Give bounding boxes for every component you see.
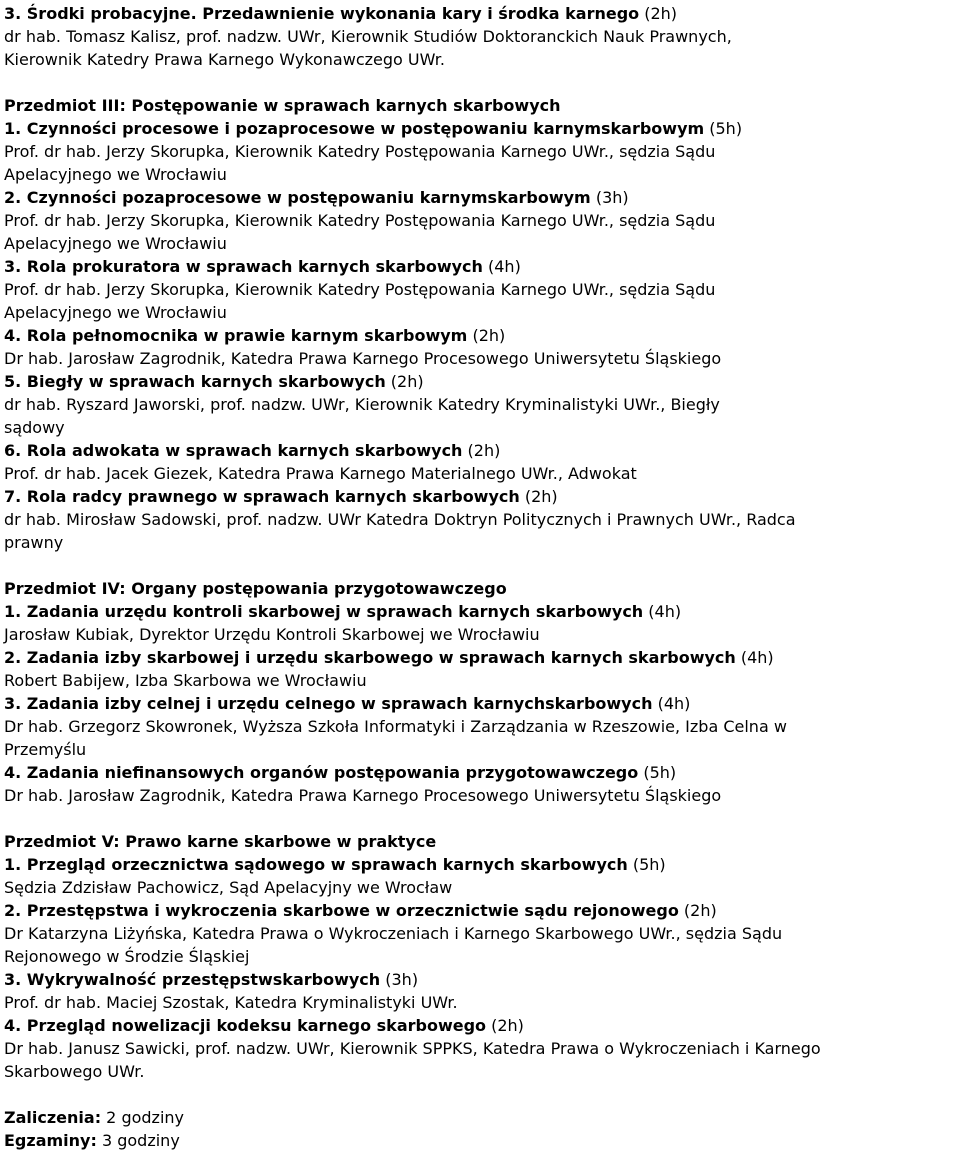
lecturer-line: Skarbowego UWr. [4, 1062, 145, 1081]
topic-hours: (2h) [462, 441, 501, 460]
exams-value: 3 godziny [96, 1131, 180, 1150]
topic-title: 3. Środki probacyjne. Przedawnienie wykonania kary i środka karnego [4, 4, 640, 23]
topic-heading [4, 968, 960, 991]
lecturer-line: Prof. dr hab. Jerzy Skorupka, Kierownik Katedry Postępowania Karnego UWr., sędzia Sądu [4, 211, 716, 230]
topic-title: 2. Czynności pozaprocesowe w postępowaniu karnymskarbowym [4, 188, 591, 207]
topic-heading [4, 439, 960, 462]
exams-label: Egzaminy: [4, 1131, 97, 1150]
lecturer-line: Przemyślu [4, 740, 87, 759]
topic-title: 5. Biegły w sprawach karnych skarbowych [4, 372, 386, 391]
topic-heading [4, 485, 960, 508]
lecturer-line: Dr Katarzyna Liżyńska, Katedra Prawa o Wykroczeniach i Karnego Skarbowego UWr., sędzia Sądu [4, 924, 783, 943]
spacer [4, 807, 960, 830]
topic-heading [4, 370, 960, 393]
topic-hours: (5h) [627, 855, 666, 874]
topic-hours: (3h) [590, 188, 629, 207]
topic-heading [4, 186, 960, 209]
topic-title: 4. Rola pełnomocnika w prawie karnym skarbowym [4, 326, 468, 345]
topic-title: 2. Przestępstwa i wykroczenia skarbowe w orzecznictwie sądu rejonowego [4, 901, 679, 920]
lecturer-line: Dr hab. Grzegorz Skowronek, Wyższa Szkoła Informatyki i Zarządzania w Rzeszowie, Izba Celna w [4, 717, 787, 736]
lecturer-line: Dr hab. Jarosław Zagrodnik, Katedra Prawa Karnego Procesowego Uniwersytetu Śląskiego [4, 786, 722, 805]
spacer [4, 1083, 960, 1106]
subject-title: Przedmiot IV: Organy postępowania przygotowawczego [4, 579, 507, 598]
topic-hours: (5h) [638, 763, 677, 782]
summary-section [4, 1106, 960, 1152]
lecturer-line: Prof. dr hab. Jerzy Skorupka, Kierownik Katedry Postępowania Karnego UWr., sędzia Sądu [4, 142, 716, 161]
topic-title: 2. Zadania izby skarbowej i urzędu skarbowego w sprawach karnych skarbowych [4, 648, 736, 667]
topic-heading [4, 1014, 960, 1037]
topic-heading [4, 646, 960, 669]
topic-hours: (2h) [639, 4, 678, 23]
lecturer-line: Sędzia Zdzisław Pachowicz, Sąd Apelacyjny we Wrocław [4, 878, 453, 897]
topic-hours: (4h) [643, 602, 682, 621]
topic-heading [4, 2, 960, 25]
topic-hours: (2h) [519, 487, 558, 506]
topic-hours: (2h) [486, 1016, 524, 1035]
lecturer-line: Dr hab. Jarosław Zagrodnik, Katedra Prawa Karnego Procesowego Uniwersytetu Śląskiego [4, 349, 722, 368]
lecturer-line: prawny [4, 533, 64, 552]
lecturer-line: Jarosław Kubiak, Dyrektor Urzędu Kontroli Skarbowej we Wrocławiu [4, 625, 540, 644]
lecturer-line: Apelacyjnego we Wrocławiu [4, 165, 227, 184]
lecturer-line: dr hab. Mirosław Sadowski, prof. nadzw. UWr Katedra Doktryn Politycznych i Prawnych UWr., Radca [4, 510, 796, 529]
topic-heading [4, 324, 960, 347]
topic-title: 1. Przegląd orzecznictwa sądowego w sprawach karnych skarbowych [4, 855, 628, 874]
topic-title: 3. Wykrywalność przestępstwskarbowych [4, 970, 381, 989]
topic-hours: (4h) [482, 257, 521, 276]
topic-title: 1. Zadania urzędu kontroli skarbowej w sprawach karnych skarbowych [4, 602, 644, 621]
topic-hours: (4h) [652, 694, 691, 713]
lecturer-line: Rejonowego w Środzie Śląskiej [4, 947, 250, 966]
subject-5-section [4, 830, 960, 1083]
topic-heading [4, 853, 960, 876]
subject-title: Przedmiot V: Prawo karne skarbowe w praktyce [4, 832, 437, 851]
lecturer-line: sądowy [4, 418, 65, 437]
topic-hours: (2h) [467, 326, 506, 345]
classes-summary [4, 1106, 960, 1129]
topic-title: 7. Rola radcy prawnego w sprawach karnych skarbowych [4, 487, 520, 506]
lecturer-line: Robert Babijew, Izba Skarbowa we Wrocławiu [4, 671, 367, 690]
topic-hours: (3h) [380, 970, 419, 989]
lecturer-line: dr hab. Ryszard Jaworski, prof. nadzw. UWr, Kierownik Katedry Kryminalistyki UWr., Biegły [4, 395, 720, 414]
subject-4-section [4, 577, 960, 807]
topic-heading [4, 255, 960, 278]
lecturer-line: Apelacyjnego we Wrocławiu [4, 234, 227, 253]
topic-title: 6. Rola adwokata w sprawach karnych skarbowych [4, 441, 463, 460]
subject-title: Przedmiot III: Postępowanie w sprawach karnych skarbowych [4, 96, 561, 115]
lecturer-line: dr hab. Tomasz Kalisz, prof. nadzw. UWr, Kierownik Studiów Doktoranckich Nauk Prawnych, [4, 27, 732, 46]
topic-hours: (2h) [385, 372, 424, 391]
subject-3-section [4, 94, 960, 554]
topic-title: 4. Zadania niefinansowych organów postępowania przygotowawczego [4, 763, 639, 782]
classes-label: Zaliczenia: [4, 1108, 102, 1127]
topic-heading [4, 899, 960, 922]
lecturer-line: Apelacyjnego we Wrocławiu [4, 303, 227, 322]
lecturer-line: Kierownik Katedry Prawa Karnego Wykonawczego UWr. [4, 50, 445, 69]
spacer [4, 71, 960, 94]
topic-title: 3. Rola prokuratora w sprawach karnych skarbowych [4, 257, 483, 276]
topic-heading [4, 692, 960, 715]
lecturer-line: Dr hab. Janusz Sawicki, prof. nadzw. UWr, Kierownik SPPKS, Katedra Prawa o Wykroczeniach i Karnego [4, 1039, 821, 1058]
spacer [4, 554, 960, 577]
topic-title: 1. Czynności procesowe i pozaprocesowe w postępowaniu karnymskarbowym [4, 119, 705, 138]
classes-value: 2 godziny [101, 1108, 184, 1127]
topic-heading [4, 117, 960, 140]
topic-heading [4, 761, 960, 784]
lecturer-line: Prof. dr hab. Maciej Szostak, Katedra Kryminalistyki UWr. [4, 993, 458, 1012]
topic-title: 4. Przegląd nowelizacji kodeksu karnego skarbowego [4, 1016, 487, 1035]
exams-summary [4, 1129, 960, 1152]
lecturer-line: Prof. dr hab. Jacek Giezek, Katedra Prawa Karnego Materialnego UWr., Adwokat [4, 464, 637, 483]
topic-hours: (2h) [678, 901, 717, 920]
topic-hours: (4h) [735, 648, 774, 667]
topic-hours: (5h) [704, 119, 743, 138]
lecturer-line: Prof. dr hab. Jerzy Skorupka, Kierownik Katedry Postępowania Karnego UWr., sędzia Sądu [4, 280, 716, 299]
topic-title: 3. Zadania izby celnej i urzędu celnego w sprawach karnychskarbowych [4, 694, 653, 713]
topic-heading [4, 600, 960, 623]
